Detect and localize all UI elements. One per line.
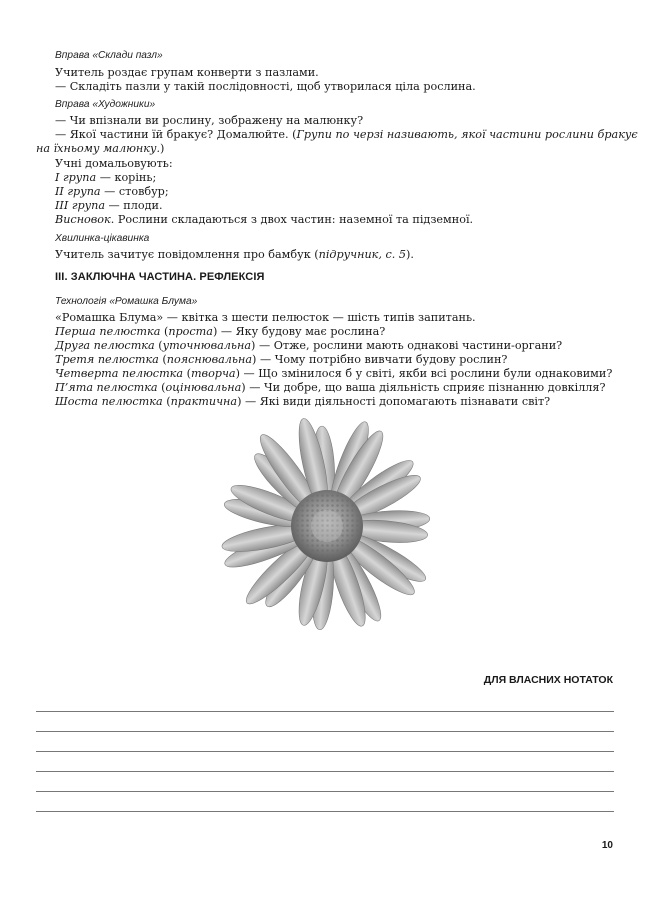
note-line-3 xyxy=(36,751,614,752)
petal-2-line: Друга пелюстка (уточнювальна) — Отже, рослини мають однакові частини-органи? xyxy=(55,339,563,352)
note-line-5 xyxy=(36,791,614,792)
group-3-line: III група — плоди. xyxy=(55,199,163,212)
puzzle-instruction-1: Учитель роздає групам конверти з пазлами. xyxy=(55,66,319,79)
artists-question-2: — Якої частини їй бракує? Домалюйте. (Групи по черзі називають, якої частини рослини бракує xyxy=(55,128,638,141)
petal-6-line: Шоста пелюстка (практична) — Які види діяльності допомагають пізнавати світ? xyxy=(55,395,551,408)
petal-3-line: Третя пелюстка (пояснювальна) — Чому потрібно вивчати будову рослин? xyxy=(55,353,508,366)
petal-1-line: Перша пелюстка (проста) — Яку будову має рослина? xyxy=(55,325,386,338)
minute-text: Учитель зачитує повідомлення про бамбук (підручник, с. 5). xyxy=(55,248,414,261)
minute-label: Хвилинка-цікавинка xyxy=(55,233,150,244)
note-line-1 xyxy=(36,711,614,712)
bloom-technology-label: Технологія «Ромашка Блума» xyxy=(55,296,198,307)
notes-heading: ДЛЯ ВЛАСНИХ НОТАТОК xyxy=(483,674,613,686)
conclusion-line: Висновок. Рослини складаються з двох частин: наземної та підземної. xyxy=(55,213,474,226)
note-line-4 xyxy=(36,771,614,772)
note-line-6 xyxy=(36,811,614,812)
artists-exercise-label: Вправа «Художники» xyxy=(55,99,156,110)
bloom-intro: «Ромашка Блума» — квітка з шести пелюсток — шість типів запитань. xyxy=(55,311,476,324)
daisy-image xyxy=(215,408,440,640)
petal-4-line: Четверта пелюстка (творча) — Що змінилося б у світі, якби всі рослини були однаковими? xyxy=(55,367,613,380)
group-1-line: I група — корінь; xyxy=(55,171,157,184)
section-heading: III. ЗАКЛЮЧНА ЧАСТИНА. РЕФЛЕКСІЯ xyxy=(55,271,265,283)
artists-question-1: — Чи впізнали ви рослину, зображену на малюнку? xyxy=(55,114,364,127)
group-2-line: II група — стовбур; xyxy=(55,185,169,198)
page-number: 10 xyxy=(601,840,613,851)
pupils-draw-line: Учні домальовують: xyxy=(55,157,173,170)
artists-question-2-continued: на їхньому малюнку.) xyxy=(36,142,165,155)
petal-5-line: П’ята пелюстка (оцінювальна) — Чи добре, що ваша діяльність сприяє пізнанню довкілля? xyxy=(55,381,606,394)
puzzle-instruction-2: — Складіть пазли у такій послідовності, щоб утворилася ціла рослина. xyxy=(55,80,476,93)
puzzle-exercise-label: Вправа «Склади пазл» xyxy=(55,50,163,61)
note-line-2 xyxy=(36,731,614,732)
